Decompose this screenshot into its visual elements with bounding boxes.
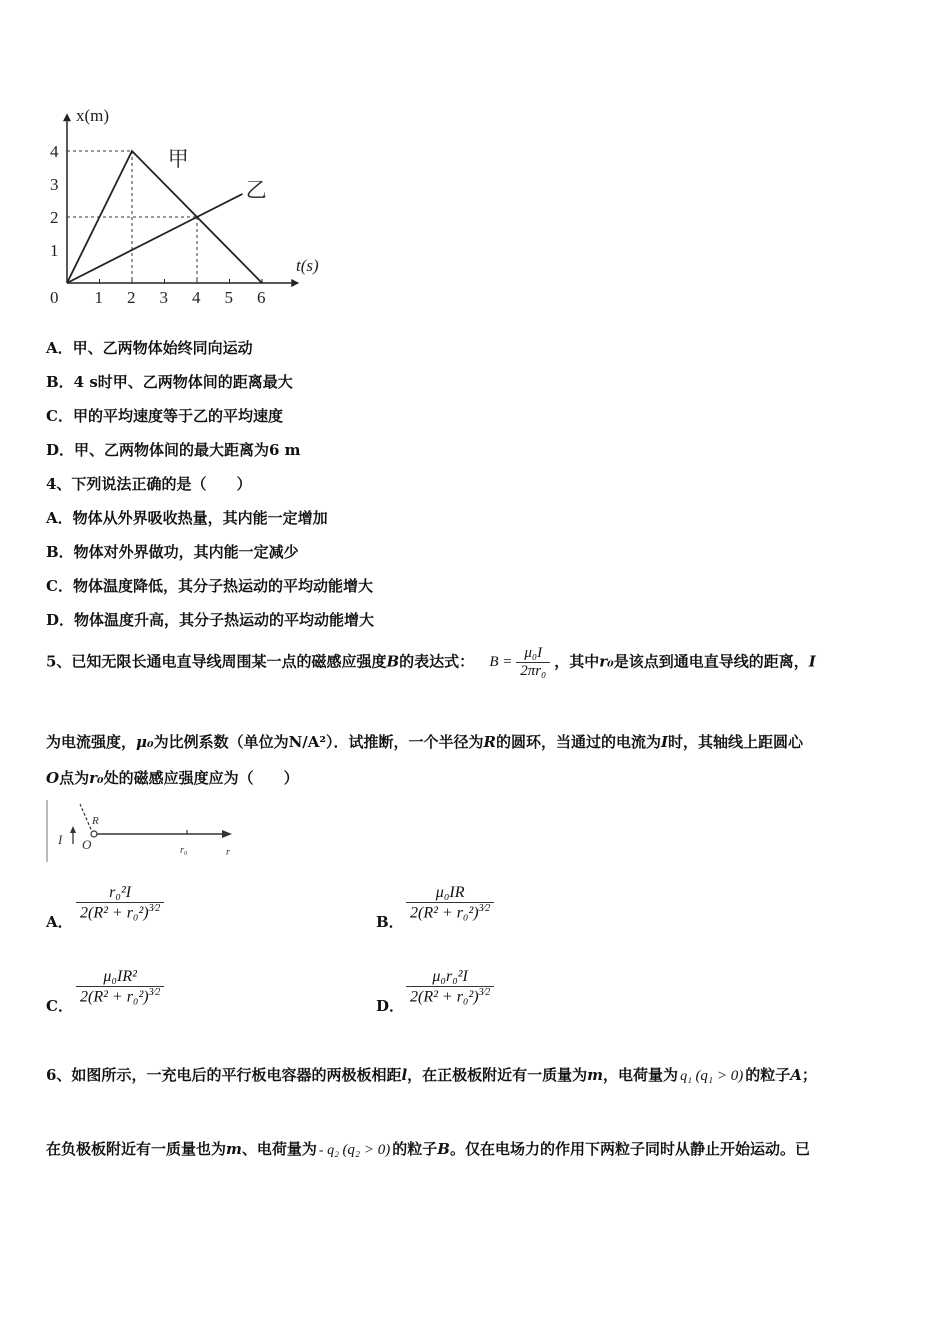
y-tick-label: 3 xyxy=(50,175,59,194)
q4-option-d: D．物体温度升高，其分子热运动的平均动能增大 xyxy=(46,611,375,629)
x-tick-label: 3 xyxy=(159,288,168,307)
series-jia-label: 甲 xyxy=(167,146,189,171)
q6-q1: q₁ (q₁ > 0) xyxy=(680,1068,744,1084)
q5-option-d-label: D． xyxy=(376,997,405,1015)
q3-option-c: C．甲的平均速度等于乙的平均速度 xyxy=(46,407,283,425)
q6-line-2: 在负极板附近有一质量也为m、电荷量为 - q₂ (q₂ > 0) 的粒子B。仅在电场力的作用下两粒子同时从静止开始运动。已 xyxy=(46,1140,810,1158)
y-tick-label: 1 xyxy=(50,241,59,260)
q5-line-1: 5、已知无限长通电直导线周围某一点的磁感应强度B的表达式： B = $\frac{\text{μ₀I}}{\text{2πr₀}}$ ，其中r₀是该点到通电直导线的距离，I xyxy=(46,645,816,679)
x-tick-label: 4 xyxy=(192,288,201,307)
fig-label-O: O xyxy=(82,837,92,852)
x-tick-label: 2 xyxy=(127,288,136,307)
x-axis-arrow-icon xyxy=(291,279,299,287)
x-axis-label: t(s) xyxy=(296,256,319,275)
fig-label-R: R xyxy=(92,815,99,827)
fig-label-I: I xyxy=(58,832,63,847)
y-tick-label: 4 xyxy=(50,142,59,161)
q5-line-3: O点为r₀处的磁感应强度应为（ ） xyxy=(46,769,299,787)
q5-option-c-label: C． xyxy=(46,997,73,1015)
q5-option-d-formula: $\frac{\text{μ₀r₀²I}}{2(R^2 + r_0^2)^{3⁄2}}$ xyxy=(406,968,494,1006)
y-axis-arrow-icon xyxy=(63,113,71,121)
fig-label-r0: r₀ xyxy=(180,845,188,856)
q5-line-2: 为电流强度，μ₀为比例系数（单位为N/A²）．试推断，一个半径为R的圆环，当通过的电流为I时，其轴线上距圆心 xyxy=(46,733,804,751)
q5-option-b-label: B． xyxy=(376,913,404,931)
ring-axis-figure xyxy=(46,798,246,864)
q3-option-b: B．4 s时甲、乙两物体间的距离最大 xyxy=(46,373,293,391)
origin-label: 0 xyxy=(50,288,59,307)
series-yi-label: 乙 xyxy=(245,178,267,203)
q5-option-b-formula: $\frac{\text{μ₀IR}}{2(R^2 + r_0^2)^{3⁄2}}$ xyxy=(406,884,494,922)
ring-center-dot xyxy=(91,831,97,837)
q5-formula: B = $\frac{\text{μ₀I}}{\text{2πr₀}}$ xyxy=(489,645,550,680)
q4-option-b: B．物体对外界做功，其内能一定减少 xyxy=(46,543,299,561)
y-axis-label: x(m) xyxy=(76,106,110,125)
q5-option-a-formula: $\frac{\text{r₀²I}}{2(R^2 + r_0^2)^{3⁄2}}$ xyxy=(76,884,164,922)
fig-label-r: r xyxy=(226,847,230,858)
q5-option-c-formula: $\frac{\text{μ₀IR²}}{2(R^2 + r_0^2)^{3⁄2}}$ xyxy=(76,968,164,1006)
q4-stem: 4、下列说法正确的是（ ） xyxy=(46,475,252,493)
xt-graph xyxy=(40,95,350,315)
q3-option-a: A．甲、乙两物体始终同向运动 xyxy=(46,339,253,357)
x-tick-label: 5 xyxy=(224,288,233,307)
q4-option-a: A．物体从外界吸收热量，其内能一定增加 xyxy=(46,509,328,527)
x-tick-label: 6 xyxy=(257,288,266,307)
current-arrow-icon xyxy=(70,826,76,833)
q6-q2: - q₂ (q₂ > 0) xyxy=(318,1142,391,1158)
y-tick-label: 2 xyxy=(50,208,59,227)
x-tick-label: 1 xyxy=(94,288,103,307)
q4-option-c: C．物体温度降低，其分子热运动的平均动能增大 xyxy=(46,577,373,595)
graph-marks xyxy=(50,113,299,307)
q3-option-d: D．甲、乙两物体间的最大距离为6 m xyxy=(46,441,301,459)
q5-option-a-label: A． xyxy=(46,913,73,931)
series-yi-line xyxy=(67,194,243,283)
q6-line-1: 6、如图所示，一充电后的平行板电容器的两极板相距l，在正极板附近有一质量为m，电荷量为 q₁ (q₁ > 0) 的粒子A； xyxy=(46,1066,817,1084)
